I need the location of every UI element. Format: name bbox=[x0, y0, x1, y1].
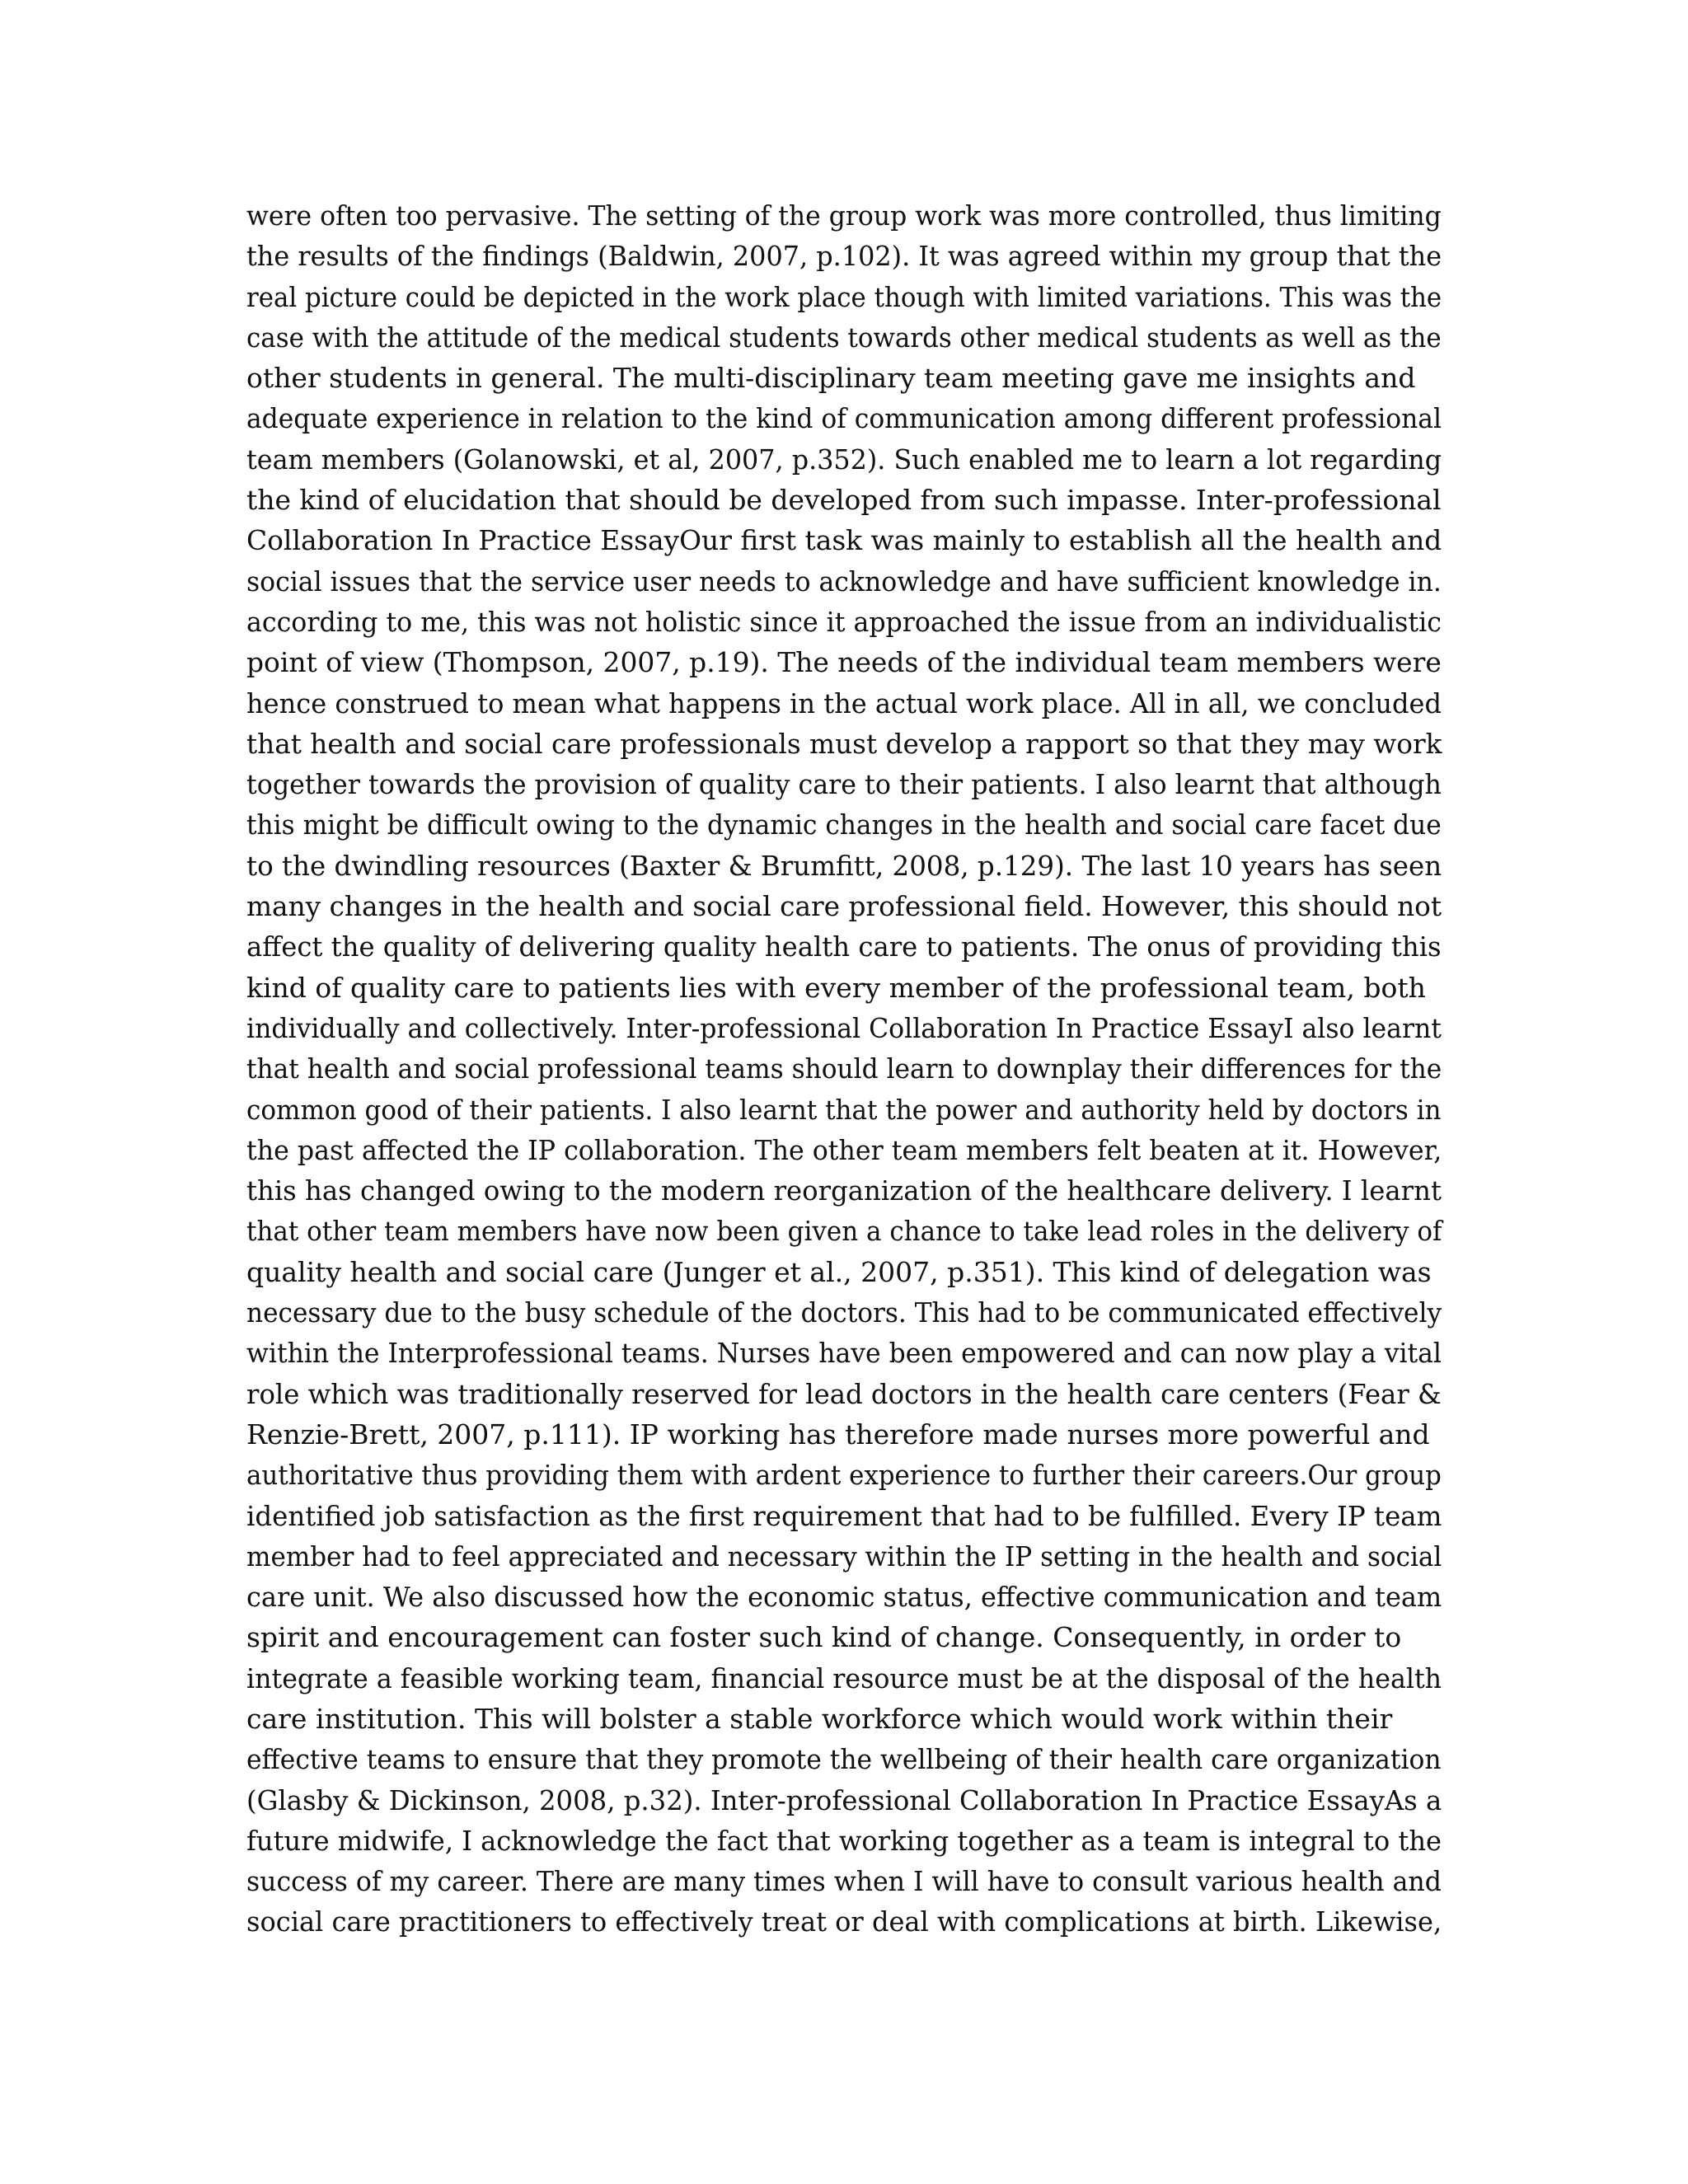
text-line: kind of quality care to patients lies with every member of the professional team, both bbox=[246, 971, 1426, 1004]
text-line: this has changed owing to the modern reorganization of the healthcare delivery. I learnt bbox=[246, 1174, 1442, 1207]
text-line: (Glasby & Dickinson, 2008, p.32). Inter-professional Collaboration In Practice EssayAs a bbox=[246, 1783, 1442, 1816]
text-line: Renzie-Brett, 2007, p.111). IP working has therefore made nurses more powerful and bbox=[246, 1418, 1430, 1451]
text-line: other students in general. The multi-disciplinary team meeting gave me insights and bbox=[246, 362, 1416, 395]
text-line: point of view (Thompson, 2007, p.19). The needs of the individual team members were bbox=[246, 646, 1442, 679]
text-line: affect the quality of delivering quality health care to patients. The onus of providing this bbox=[246, 930, 1442, 963]
text-line: common good of their patients. I also learnt that the power and authority held by doctors in bbox=[246, 1093, 1442, 1126]
text-line: individually and collectively. Inter-professional Collaboration In Practice EssayI also learnt bbox=[246, 1011, 1442, 1044]
text-line: many changes in the health and social care professional field. However, this should not bbox=[246, 890, 1442, 923]
text-line: case with the attitude of the medical students towards other medical students as well as the bbox=[246, 321, 1442, 354]
text-line: the past affected the IP collaboration. The other team members felt beaten at it. However, bbox=[246, 1133, 1442, 1166]
text-line: authoritative thus providing them with ardent experience to further their careers.Our group bbox=[246, 1459, 1442, 1492]
text-line: the results of the findings (Baldwin, 2007, p.102). It was agreed within my group that the bbox=[246, 240, 1442, 273]
text-line: social issues that the service user needs to acknowledge and have sufficient knowledge in. bbox=[246, 565, 1442, 598]
text-line: quality health and social care (Junger et al., 2007, p.351). This kind of delegation was bbox=[246, 1255, 1432, 1288]
text-line: necessary due to the busy schedule of the doctors. This had to be communicated effectively bbox=[246, 1296, 1442, 1329]
text-line: integrate a feasible working team, financial resource must be at the disposal of the health bbox=[246, 1661, 1442, 1694]
text-line: Collaboration In Practice EssayOur first task was mainly to establish all the health and bbox=[246, 524, 1442, 557]
text-line: that health and social professional teams should learn to downplay their differences for the bbox=[246, 1052, 1442, 1085]
text-line: this might be difficult owing to the dynamic changes in the health and social care facet due bbox=[246, 808, 1442, 841]
text-line: team members (Golanowski, et al, 2007, p.352). Such enabled me to learn a lot regarding bbox=[246, 443, 1442, 476]
text-line: success of my career. There are many times when I will have to consult various health and bbox=[246, 1865, 1442, 1898]
text-line: care unit. We also discussed how the economic status, effective communication and team bbox=[246, 1581, 1442, 1614]
text-line: role which was traditionally reserved for lead doctors in the health care centers (Fear & bbox=[246, 1377, 1442, 1410]
text-line: social care practitioners to effectively treat or deal with complications at birth. Likewise, bbox=[246, 1905, 1442, 1938]
text-line: according to me, this was not holistic since it approached the issue from an individualistic bbox=[246, 605, 1442, 638]
text-line: the kind of elucidation that should be developed from such impasse. Inter-professional bbox=[246, 484, 1442, 517]
text-line: that health and social care professionals must develop a rapport so that they may work bbox=[246, 727, 1442, 760]
text-line: member had to feel appreciated and necessary within the IP setting in the health and social bbox=[246, 1540, 1442, 1572]
text-line: future midwife, I acknowledge the fact that working together as a team is integral to the bbox=[246, 1824, 1442, 1857]
text-line: real picture could be depicted in the work place though with limited variations. This was the bbox=[246, 280, 1442, 313]
text-line: hence construed to mean what happens in the actual work place. All in all, we concluded bbox=[246, 687, 1442, 719]
text-line: were often too pervasive. The setting of the group work was more controlled, thus limiting bbox=[246, 199, 1442, 232]
text-line: together towards the provision of quality care to their patients. I also learnt that although bbox=[246, 768, 1442, 801]
text-line: within the Interprofessional teams. Nurses have been empowered and can now play a vital bbox=[246, 1337, 1442, 1370]
text-line: care institution. This will bolster a stable workforce which would work within their bbox=[246, 1702, 1393, 1735]
text-line: spirit and encouragement can foster such kind of change. Consequently, in order to bbox=[246, 1621, 1402, 1654]
text-line: identified job satisfaction as the first requirement that had to be fulfilled. Every IP team bbox=[246, 1499, 1442, 1532]
text-line: to the dwindling resources (Baxter & Brumfitt, 2008, p.129). The last 10 years has seen bbox=[246, 849, 1442, 882]
text-line: adequate experience in relation to the kind of communication among different professional bbox=[246, 402, 1442, 435]
text-line: that other team members have now been given a chance to take lead roles in the delivery of bbox=[246, 1215, 1442, 1248]
text-line: effective teams to ensure that they promote the wellbeing of their health care organization bbox=[246, 1743, 1442, 1776]
body-text bbox=[246, 195, 1442, 1943]
